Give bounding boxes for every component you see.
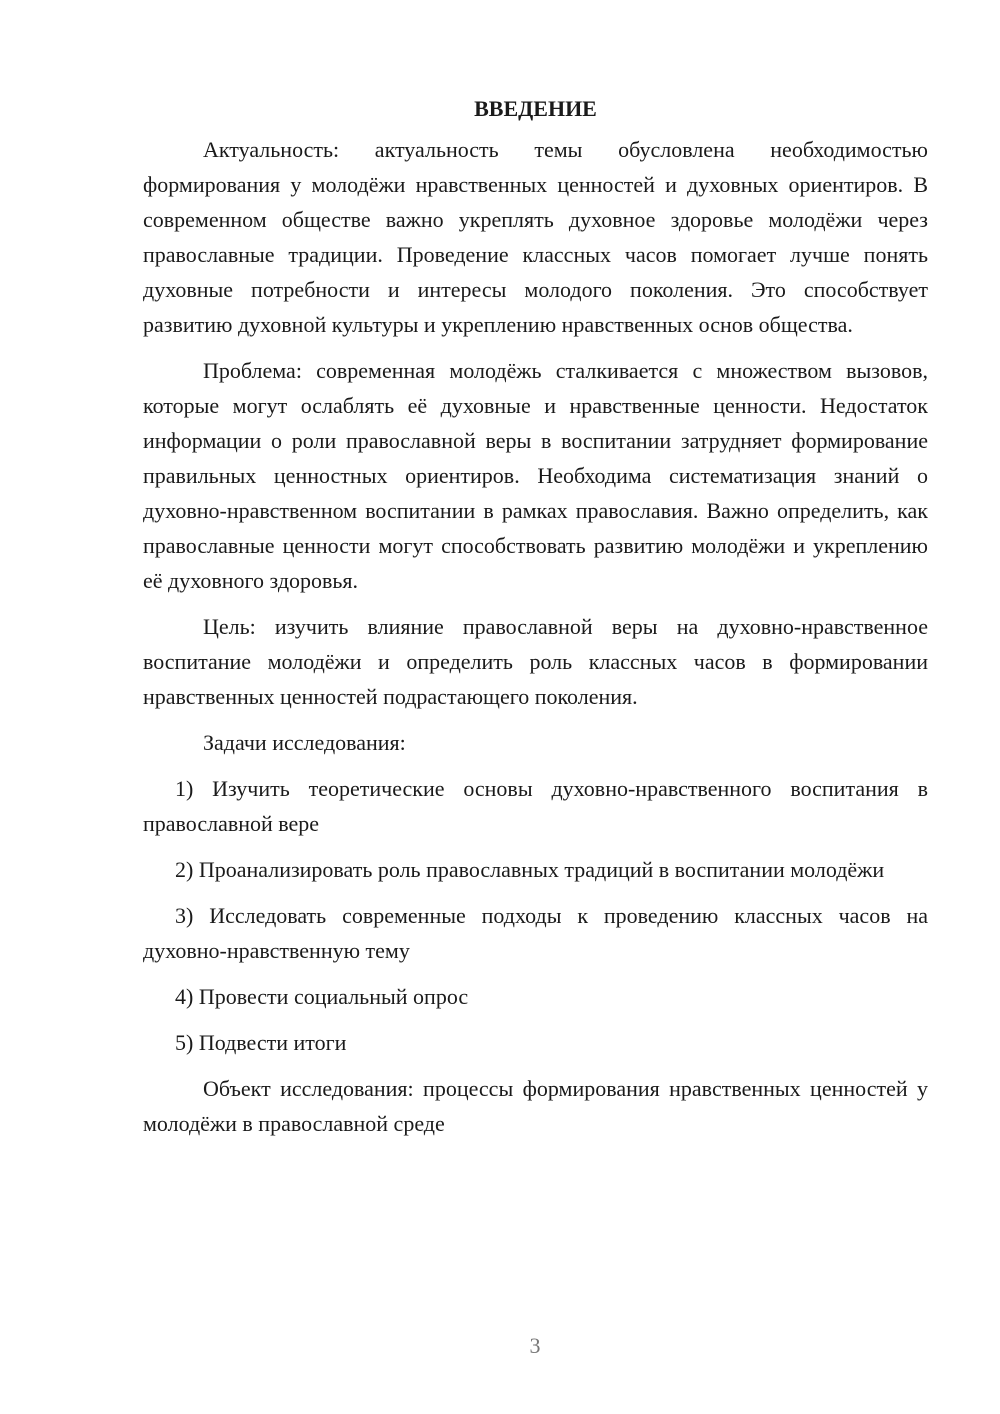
task-item-5: 5) Подвести итоги: [175, 1030, 347, 1055]
task-item-3: 3) Исследовать современные подходы к проведению классных часов на духовно-нравственную тему: [143, 903, 928, 963]
task-item-2: 2) Проанализировать роль православных традиций в воспитании молодёжи: [175, 857, 885, 882]
problem-paragraph: Проблема: современная молодёжь сталкивается с множеством вызовов, которые могут ослаблять её духовные и нравственные ценности. Недостаток информации о роли православной веры в воспитании затрудняет формирование правильных ценностных ориентиров. Необходима систематизация знаний о духовно-нравственном воспитании в рамках православия. Важно определить, как православные ценности могут способствовать развитию молодёжи и укреплению её духовного здоровья.: [143, 358, 928, 593]
goal-paragraph: Цель: изучить влияние православной веры на духовно-нравственное воспитание молодёжи и определить роль классных часов в формировании нравственных ценностей подрастающего поколения.: [143, 614, 928, 709]
relevance-paragraph: Актуальность: актуальность темы обусловлена необходимостью формирования у молодёжи нравственных ценностей и духовных ориентиров. В современном обществе важно укреплять духовное здоровье молодёжи через православные традиции. Проведение классных часов помогает лучше понять духовные потребности и интересы молодого поколения. Это способствует развитию духовной культуры и укреплению нравственных основ общества.: [143, 137, 928, 337]
section-title: ВВЕДЕНИЕ: [474, 96, 597, 121]
tasks-heading: Задачи исследования:: [203, 730, 406, 755]
task-item-4: 4) Провести социальный опрос: [175, 984, 469, 1009]
task-item-1: 1) Изучить теоретические основы духовно-нравственного воспитания в православной вере: [143, 776, 928, 836]
object-paragraph: Объект исследования: процессы формирования нравственных ценностей у молодёжи в православной среде: [143, 1076, 928, 1136]
page-number: 3: [529, 1333, 541, 1358]
document-page: [143, 92, 928, 1152]
